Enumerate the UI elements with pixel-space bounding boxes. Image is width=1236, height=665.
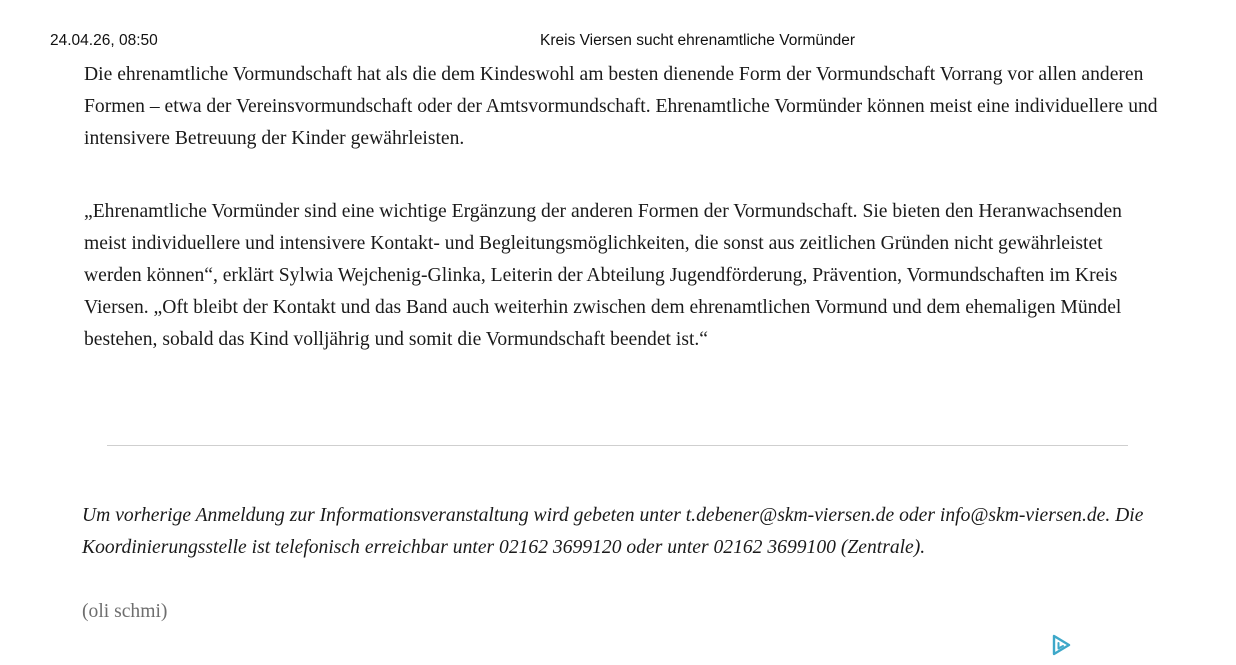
divider	[107, 445, 1128, 446]
print-page-title: Kreis Viersen sucht ehrenamtliche Vormünder	[540, 32, 856, 49]
print-date: 24.04.26, 08:50	[50, 32, 158, 49]
article-body	[84, 59, 1164, 355]
article-paragraph: „Ehrenamtliche Vormünder sind eine wichtige Ergänzung der anderen Formen der Vormundschaft. Sie bieten den Heranwachsenden meist individuellere und intensivere Kontakt- und Begleitungsmöglichkeiten, die sonst aus zeitlichen Gründen nicht gewährleistet werden können“, erklärt Sylwia Wejchenig-Glinka, Leiterin der Abteilung Jugendförderung, Prävention, Vormundschaften im Kreis Viersen. „Oft bleibt der Kontakt und das Band auch weiterhin zwischen dem ehrenamtlichen Vormund und dem ehemaligen Mündel bestehen, sobald das Kind volljährig und somit die Vormundschaft beendet ist.“	[84, 201, 1122, 350]
author-byline: (oli schmi)	[82, 601, 168, 622]
print-header	[0, 32, 1236, 52]
adchoices-icon[interactable]	[1049, 633, 1073, 657]
article-paragraph: Die ehrenamtliche Vormundschaft hat als die dem Kindeswohl am besten dienende Form der Vormundschaft Vorrang vor allen anderen Formen – etwa der Vereinsvormundschaft oder der Amtsvormundschaft. Ehrenamtliche Vormünder können meist eine individuellere und intensivere Betreuung der Kinder gewährleisten.	[84, 64, 1158, 149]
registration-note: Um vorherige Anmeldung zur Informationsveranstaltung wird gebeten unter t.debener@skm-viersen.de oder info@skm-viersen.de. Die Koordinierungsstelle ist telefonisch erreichbar unter 02162 3699120 oder unter 02162 3699100 (Zentrale).	[82, 505, 1144, 558]
